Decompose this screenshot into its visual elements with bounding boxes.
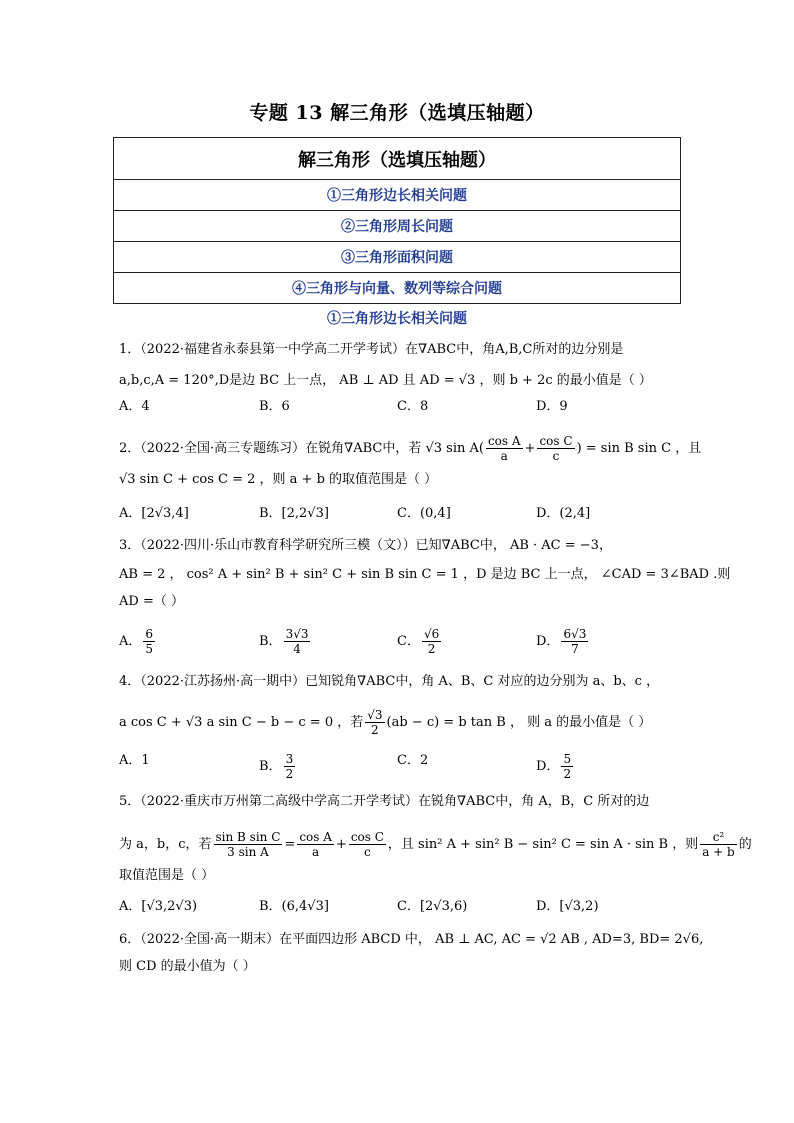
q5-option-c[interactable]: C．[2√3,6) [397,899,468,914]
q4-line2-pre: a cos C + √3 a sin C − b − c = 0 ，若 [119,715,364,730]
q3-option-b-den: 4 [293,642,301,656]
q1-option-a[interactable]: A．4 [119,399,150,414]
topic-item-1[interactable]: ①三角形边长相关问题 [114,180,681,211]
q3-option-d-num: 6√3 [563,627,587,641]
topic-item-4[interactable]: ④三角形与向量、数列等综合问题 [114,273,681,304]
q5-f4-num: c² [700,830,737,845]
q4-option-d[interactable] [536,752,575,781]
page-title: 专题 13 解三角形（选填压轴题） [249,102,545,124]
q5-f1-num: sin B sin C [215,830,281,844]
q5-f3-num: cos C [350,830,384,844]
q6-line2: 则 CD 的最小值为（ ） [119,959,256,974]
q4-option-c[interactable] [397,752,428,770]
q3-option-c[interactable] [397,627,443,656]
q1-option-c[interactable]: C．8 [397,399,429,414]
q2-line1: 2．（2022·全国·高三专题练习）在锐角∇ABC中，若 √3 sin A( $\frac{\text{cos A}}{a}$ + $\frac{\text{cos C}}{c}$ ) = sin B sin C ，且 [119,434,702,463]
q5-line2 [119,830,752,859]
q6-line1: 6．（2022·全国·高一期末）在平面四边形 ABCD 中， AB ⊥ AC, AC = √2 AB , AD=3, BD= 2√6, [119,932,704,947]
q2-option-d[interactable]: D．(2,4] [536,506,591,521]
q3-option-d[interactable] [536,627,590,656]
q5-eq: = [284,837,296,852]
q4-option-c-letter: C． [397,753,420,768]
q5-frac-sinBsinC-3sinA [214,830,283,859]
q2-line1-post: ) = sin B sin C ，且 [576,441,702,456]
q3-line3: AD =（ ） [119,594,184,609]
q5-frac-c2-apb [700,830,737,859]
q5-line2-mid: ，且 sin² A + sin² B − sin² C = sin A · sin B ，则 [387,837,699,852]
q3-option-d-letter: D． [536,634,560,649]
q3-line1: 3．（2022·四川·乐山市教育科学研究所三模（文））已知∇ABC中， AB · AC = −3， [119,538,612,553]
q4-option-a-text: 1 [141,753,150,768]
q3-option-b[interactable] [259,627,312,656]
q5-frac-cosA-a [297,830,334,859]
q2-frac-cosC-c [537,434,574,463]
q3-option-a-frac [143,627,155,656]
q3-option-c-num: √6 [423,627,440,641]
q4-line2-post: (ab − c) = b tan B ， 则 a 的最小值是（ ） [386,715,652,730]
q3-option-b-letter: B． [259,634,282,649]
q4-option-d-num: 5 [563,752,572,766]
section-heading: ①三角形边长相关问题 [327,311,467,327]
q1-line2: a,b,c,A = 120°,D是边 BC 上一点， AB ⊥ AD 且 AD = √3 ，则 b + 2c 的最小值是（ ） [119,373,652,388]
q4-option-b-den: 2 [285,767,294,781]
q5-option-d[interactable]: D．[√3,2) [536,899,599,914]
q4-option-b-letter: B． [259,759,282,774]
q3-option-b-frac [284,627,311,656]
q5-frac-cosC-c [349,830,386,859]
topic-table-header: 解三角形（选填压轴题） [114,138,681,180]
q1-line1: 1．（2022·福建省永泰县第一中学高二开学考试）在∇ABC中，角A,B,C所对的边分别是 [119,342,624,357]
q4-frac-sqrt3-2 [365,708,384,737]
q4-frac-den: 2 [371,723,379,737]
q5-f1-den: 3 sin A [227,845,269,859]
q5-line1: 5．（2022·重庆市万州第二高级中学高二开学考试）在锐角∇ABC中，角 A，B，C 所对的边 [119,794,650,809]
q3-option-c-frac [422,627,441,656]
q2-frac2-num: cos C [539,434,573,448]
q2-line2: √3 sin C + cos C = 2 ，则 a + b 的取值范围是（ ） [119,472,438,487]
q5-line3: 取值范围是（ ） [119,868,215,883]
q4-option-d-frac [561,752,573,781]
q4-option-d-letter: D． [536,759,560,774]
q4-option-a-letter: A． [119,753,142,768]
q4-line1: 4．（2022·江苏扬州·高一期中）已知锐角∇ABC中，角 A、B、C 对应的边分别为 a、b、c ， [119,674,660,689]
q4-option-b-num: 3 [285,752,294,766]
q3-option-a[interactable] [119,627,157,656]
q3-option-a-den: 5 [145,642,154,656]
q5-line2-pre: 为 a，b，c，若 [119,837,212,852]
q4-frac-num: √3 [367,708,383,722]
q1-option-d[interactable]: D．9 [536,399,568,414]
q4-option-b-frac [284,752,296,781]
q3-line2: AB = 2 ， cos² A + sin² B + sin² C + sin B sin C = 1 ，D 是边 BC 上一点， ∠CAD = 3∠BAD .则 [119,567,731,582]
topic-item-3[interactable]: ③三角形面积问题 [114,242,681,273]
q3-option-a-letter: A． [119,634,142,649]
q3-option-d-den: 7 [571,642,579,656]
q5-option-b[interactable]: B．(6,4√3] [259,899,329,914]
q5-f3-den: c [364,845,371,859]
q5-plus: + [335,837,347,852]
q3-option-b-num: 3√3 [285,627,309,641]
q1-option-b[interactable]: B．6 [259,399,290,414]
q3-option-c-letter: C． [397,634,420,649]
q3-option-a-num: 6 [145,627,154,641]
q2-frac1-num: cos A [487,434,521,448]
q5-f2-num: cos A [299,830,332,844]
q3-option-c-den: 2 [427,642,436,656]
q4-option-d-den: 2 [563,767,572,781]
q3-option-d-frac [561,627,588,656]
q4-option-c-text: 2 [419,753,429,768]
q4-option-a[interactable] [119,752,150,770]
q5-option-a[interactable]: A．[√3,2√3) [119,899,198,914]
q2-frac2-den: c [552,449,560,463]
q2-option-a[interactable]: A．[2√3,4] [119,506,189,521]
q2-frac1-den: a [500,449,508,463]
q2-option-b[interactable]: B．[2,2√3] [259,506,329,521]
topic-table [113,137,681,304]
q2-line1-pre: 2．（2022·全国·高三专题练习）在锐角∇ABC中，若 √3 sin A( [119,441,484,456]
q5-line2-post: 的 [738,837,752,852]
q4-line2 [119,708,651,737]
q2-option-c[interactable]: C．(0,4] [397,506,451,521]
topic-item-2[interactable]: ②三角形周长问题 [114,211,681,242]
q4-option-b[interactable] [259,752,297,781]
q5-f2-den: a [312,845,320,859]
q5-f4-den: a + b [702,845,735,859]
q2-frac-cosA-a [486,434,523,463]
